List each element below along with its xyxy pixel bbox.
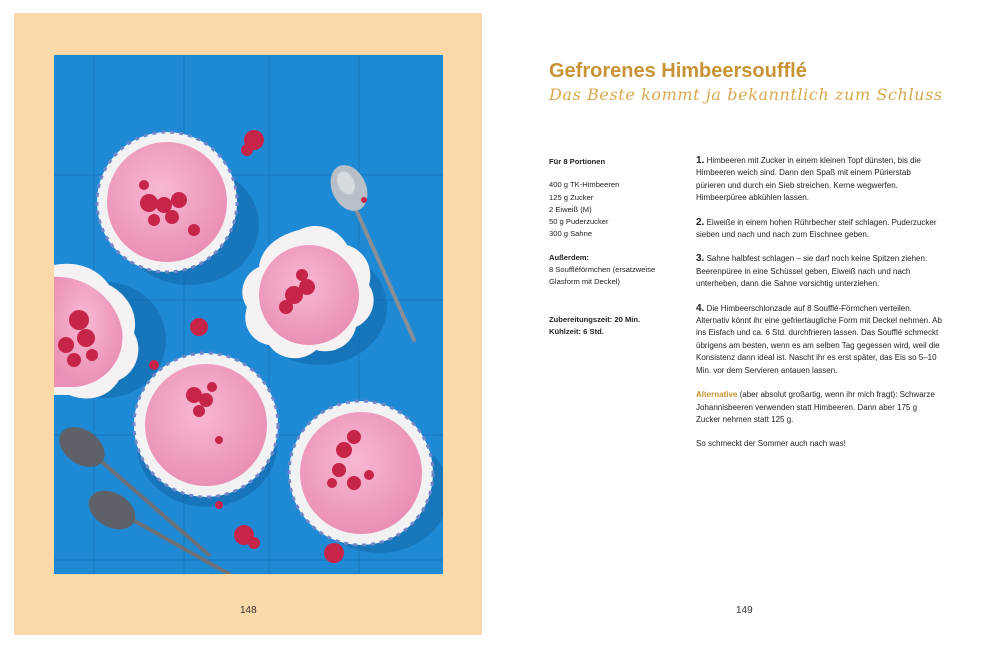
alternative-note <box>696 389 942 426</box>
page-number-left: 148 <box>240 605 257 616</box>
recipe-subtitle: Das Beste kommt ja bekanntlich zum Schluss <box>549 85 943 104</box>
step-number: 2. <box>696 216 705 228</box>
step-number: 1. <box>696 155 705 166</box>
portions-label: Für 8 Portionen <box>549 157 606 166</box>
ingredient-item: 125 g Zucker <box>549 192 594 202</box>
ingredient-item: 300 g Sahne <box>549 229 593 239</box>
step-1 <box>696 155 942 205</box>
recipe-title: Gefrorenes Himbeersoufflé <box>549 60 807 82</box>
step-text: Eiweiße in einem hohen Rührbecher steif schlagen. Puderzucker sieben und nach und nach zum Eischnee geben. <box>696 217 937 240</box>
step-3 <box>696 253 942 290</box>
step-number: 4. <box>696 302 705 314</box>
ingredients-column <box>549 156 684 338</box>
step-4 <box>696 303 942 377</box>
frozen-raspberry-souffle-photo <box>54 55 443 574</box>
step-text: Die Himbeerschlonzade auf 8 Soufflé-Förmchen verteilen. Alternativ könnt ihr eine gefriertaugliche Form mit Deckel nehmen. Ab ins Eisfach und ca. 6 Std. durchfrieren lassen. Das Soufflé schmeckt übrigens am besten, wenn es am selben Tag gegessen wird, weil die Konsistenz dann ideal ist. Nascht ihr es erst später, das Eis so 5–10 Min. vor dem Servieren antauen lassen. <box>696 303 942 375</box>
closing-line: So schmeckt der Sommer auch nach was! <box>696 439 846 449</box>
steps-column <box>696 155 942 463</box>
ingredient-item: 2 Eiweiß (M) <box>549 204 592 214</box>
step-text: Sahne halbfest schlagen – sie darf noch keine Spitzen ziehen. Beerenpüree in eine Schüssel geben, Eiweiß nach und nach unterheben, dann die Sahne vorsichtig unterziehen. <box>696 254 928 289</box>
extra-label: Außerdem: <box>549 252 590 262</box>
ingredient-item: 400 g TK-Himbeeren <box>549 180 620 190</box>
alternative-text: (aber absolut großartig, wenn ihr mich fragt): Schwarze Johannisbeeren verwenden statt Himbeeren. Dann aber 175 g Zucker nehmen statt 125 g. <box>696 390 935 424</box>
step-number: 3. <box>696 253 705 265</box>
cool-time: Kühlzeit: 6 Std. <box>549 326 604 336</box>
step-text: Himbeeren mit Zucker in einem kleinen Topf dünsten, bis die Himbeeren weich sind. Dann den Spaß mit einem Pürierstab pürieren und durch ein Sieb streichen. Kerne wegwerfen. Himbeerpüree abkühlen lassen. <box>696 156 921 203</box>
prep-time: Zubereitungszeit: 20 Min. <box>549 314 641 324</box>
page-number-right: 149 <box>736 605 753 616</box>
left-page <box>14 13 482 635</box>
step-2 <box>696 217 942 242</box>
extra-line: Glasform mit Deckel) <box>549 277 620 287</box>
ingredient-item: 50 g Puderzucker <box>549 217 609 227</box>
alternative-label: Alternative <box>696 390 738 400</box>
extra-line: 8 Souffléförmchen (ersatzweise <box>549 265 656 275</box>
